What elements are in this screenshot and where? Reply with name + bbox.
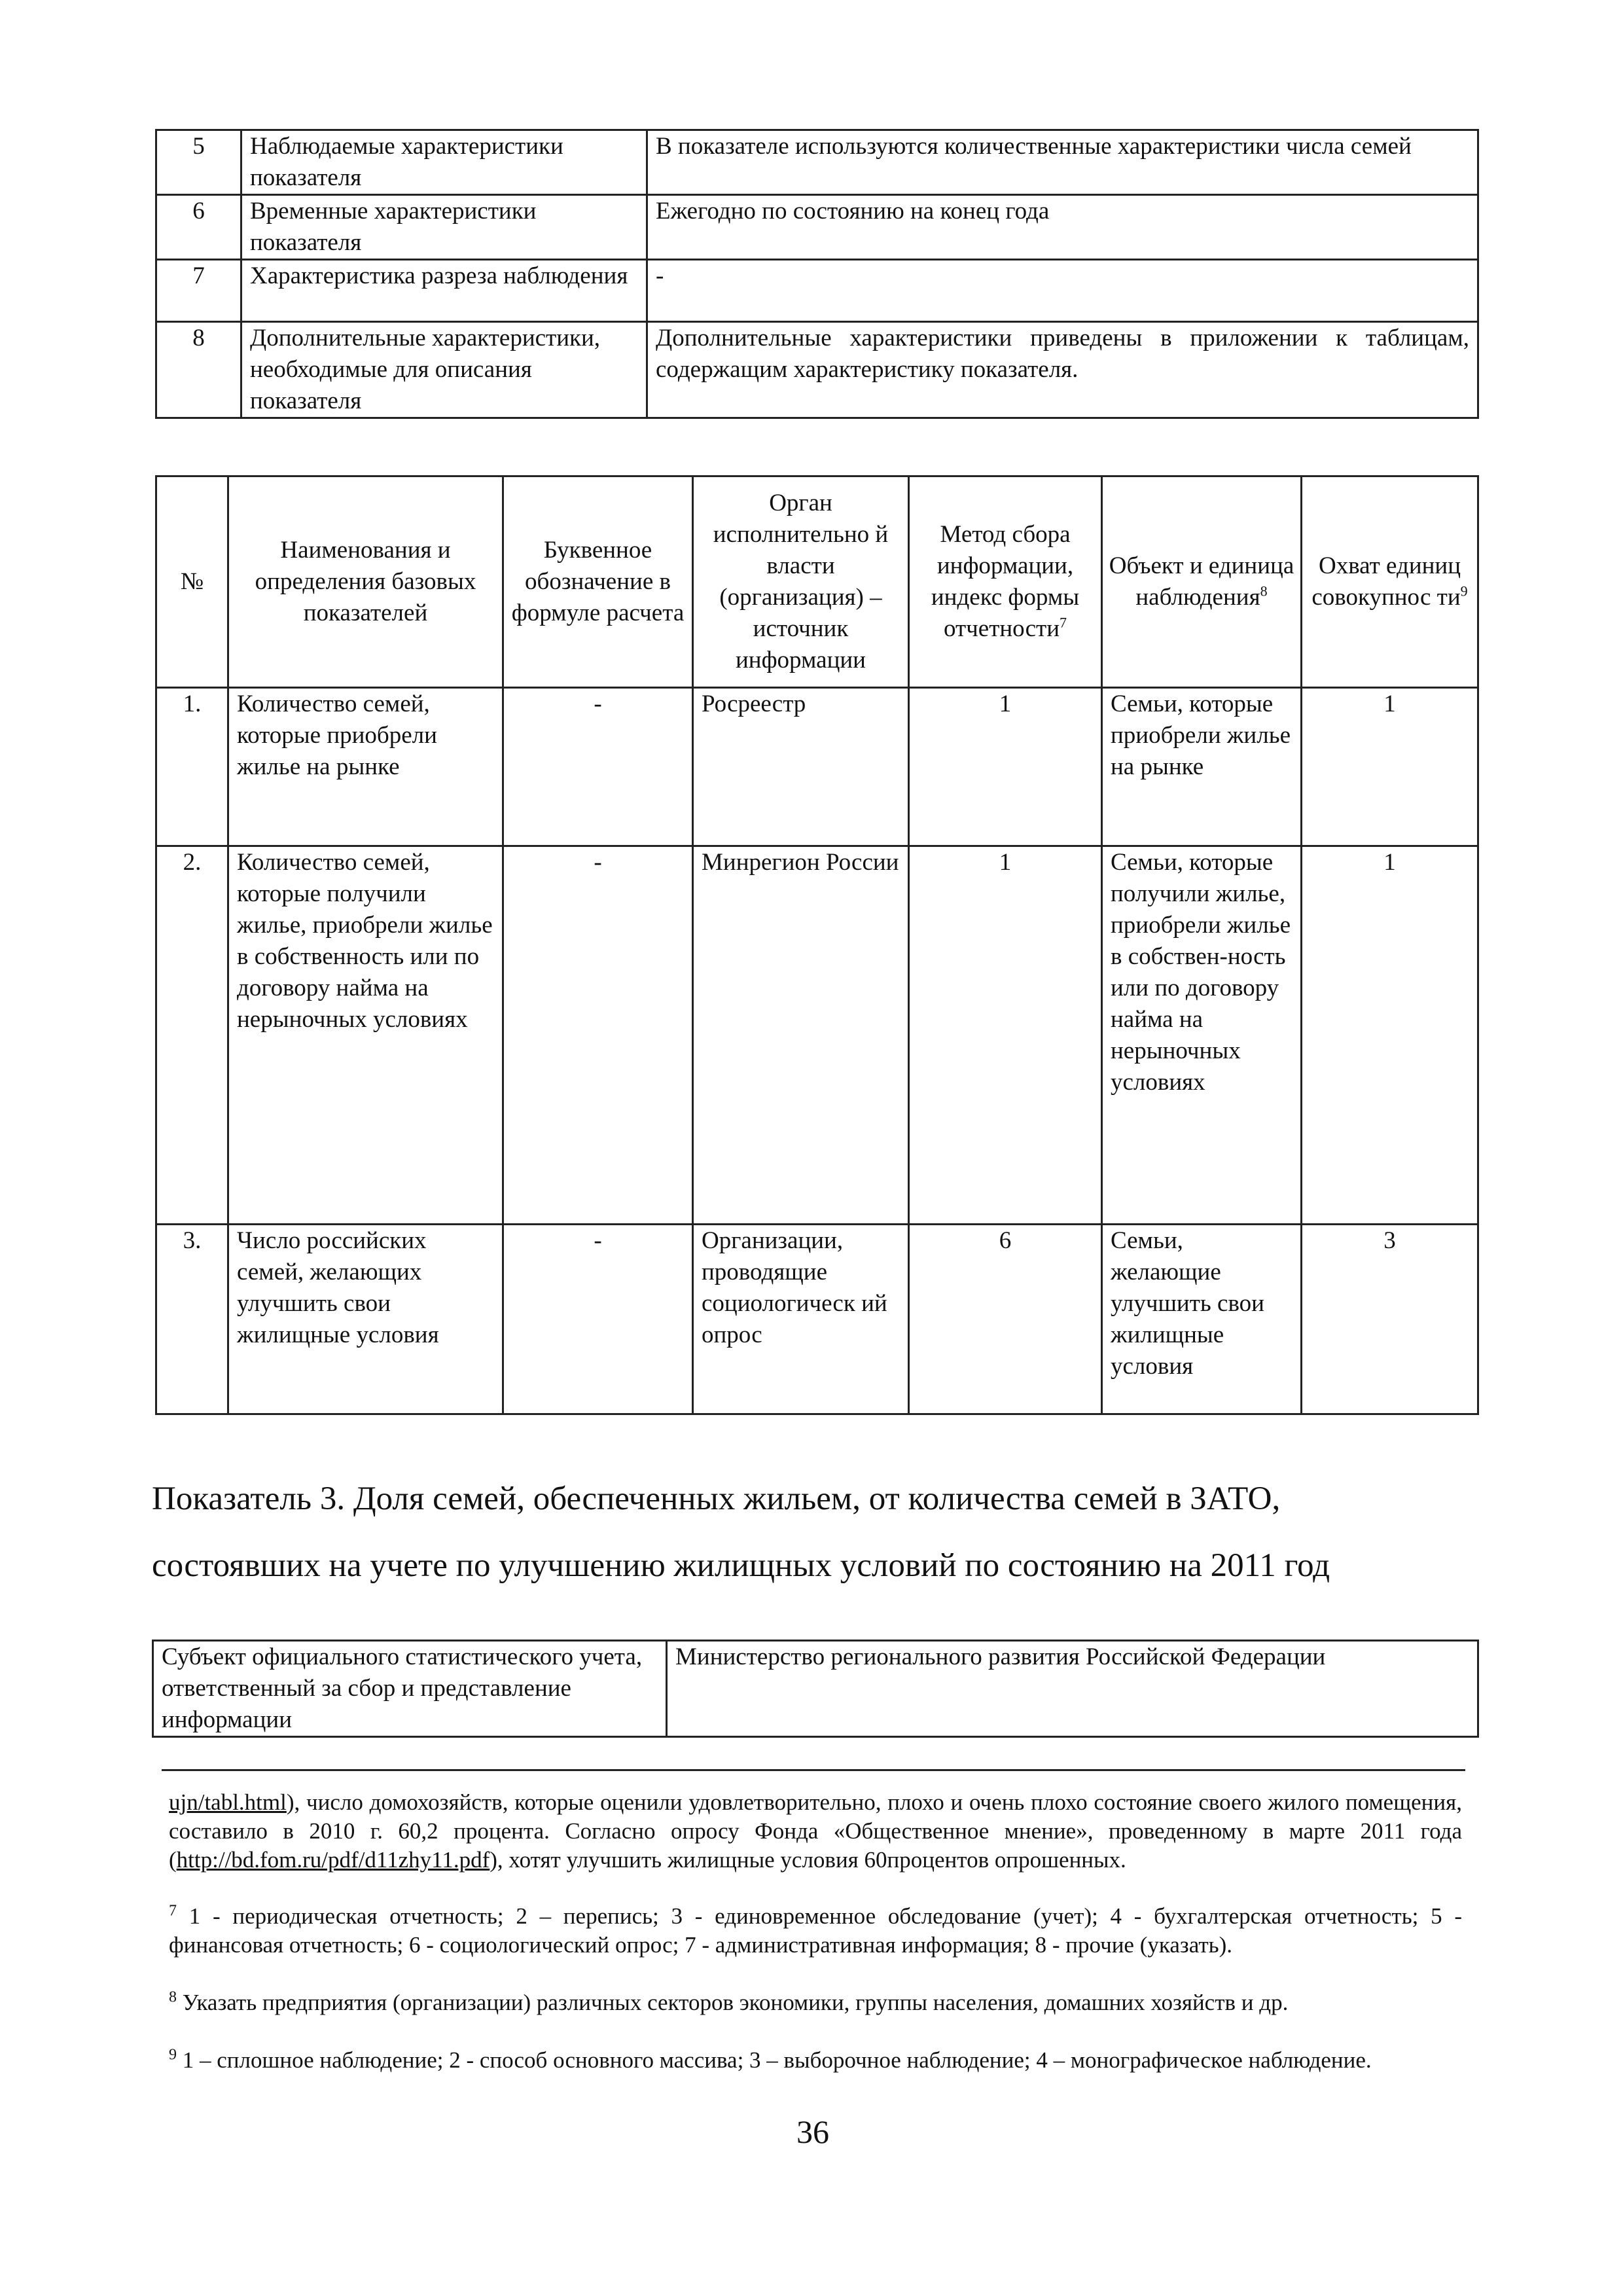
header-object-text: Объект и единица наблюдения bbox=[1109, 552, 1294, 611]
table-row bbox=[156, 322, 1478, 418]
footnote-text: ), хотят улучшить жилищные условия 60процентов опрошенных. bbox=[490, 1847, 1126, 1873]
row-label: Субъект официального статистического учета, ответственный за сбор и представление информации bbox=[153, 1641, 667, 1737]
row-method: 1 bbox=[909, 688, 1102, 846]
row-symbol: - bbox=[503, 688, 693, 846]
row-coverage: 1 bbox=[1302, 846, 1478, 1225]
row-method: 1 bbox=[909, 846, 1102, 1225]
table-row bbox=[156, 130, 1478, 195]
footnote-text: Указать предприятия (организации) различных секторов экономики, группы населения, домашних хозяйств и др. bbox=[177, 1990, 1289, 2015]
row-number: 2. bbox=[156, 846, 228, 1225]
row-number: 1. bbox=[156, 688, 228, 846]
row-label: Наблюдаемые характеристики показателя bbox=[241, 130, 647, 195]
table-row bbox=[156, 1225, 1478, 1414]
table-row bbox=[156, 688, 1478, 846]
header-number: № bbox=[156, 476, 228, 688]
page-number: 36 bbox=[796, 2113, 829, 2150]
statistical-subject-table bbox=[152, 1640, 1479, 1738]
table-row bbox=[156, 260, 1478, 322]
row-number: 5 bbox=[156, 130, 241, 195]
table-header-row bbox=[156, 476, 1478, 688]
footnote-8 bbox=[169, 1988, 1462, 2017]
row-value: Министерство регионального развития Российской Федерации bbox=[667, 1641, 1478, 1737]
header-coverage bbox=[1302, 476, 1478, 688]
row-source: Организации, проводящие социологическ ий опрос bbox=[693, 1225, 909, 1414]
footnote-link-fom[interactable]: http://bd.fom.ru/pdf/d11zhy11.pdf bbox=[176, 1847, 490, 1873]
footnote-ref-8: 8 bbox=[1260, 583, 1268, 600]
footnote-link-rosstat[interactable]: ujn/tabl.html bbox=[169, 1789, 287, 1815]
row-value: Дополнительные характеристики приведены в приложении к таблицам, содержащим характеристику показателя. bbox=[647, 322, 1478, 418]
row-name: Число российских семей, желающих улучшить свои жилищные условия bbox=[228, 1225, 503, 1414]
footnote-mark: 8 bbox=[169, 1988, 177, 2006]
row-label: Временные характеристики показателя bbox=[241, 195, 647, 260]
footnote-mark: 7 bbox=[169, 1902, 177, 1920]
row-object: Семьи, которые приобрели жилье на рынке bbox=[1102, 688, 1302, 846]
table-row bbox=[153, 1641, 1478, 1737]
row-value: В показателе используются количественные характеристики числа семей bbox=[647, 130, 1478, 195]
row-value: - bbox=[647, 260, 1478, 322]
row-value: Ежегодно по состоянию на конец года bbox=[647, 195, 1478, 260]
row-label: Дополнительные характеристики, необходимые для описания показателя bbox=[241, 322, 647, 418]
header-name: Наименования и определения базовых показателей bbox=[228, 476, 503, 688]
row-coverage: 1 bbox=[1302, 688, 1478, 846]
footnote-text: ), число домохозяйств, которые оценили удовлетворительно, плохо и очень плохо состояние своего жилого помещения, составило в 2010 г. 60,2 процента. Согласно опросу Фонда «Общественное мнение», проведенному в марте 2011 года ( bbox=[169, 1789, 1462, 1873]
row-number: 3. bbox=[156, 1225, 228, 1414]
row-source: Росреестр bbox=[693, 688, 909, 846]
section-heading-line2: состоявших на учете по улучшению жилищных условий по состоянию на 2011 год bbox=[152, 1547, 1330, 1584]
row-symbol: - bbox=[503, 1225, 693, 1414]
table-row bbox=[156, 195, 1478, 260]
header-object bbox=[1102, 476, 1302, 688]
footnote-ref-7: 7 bbox=[1060, 614, 1067, 631]
row-number: 6 bbox=[156, 195, 241, 260]
header-method bbox=[909, 476, 1102, 688]
row-number: 7 bbox=[156, 260, 241, 322]
header-coverage-text: Охват единиц совокупнос ти bbox=[1311, 552, 1461, 611]
footnote-text: 1 – сплошное наблюдение; 2 - способ основного массива; 3 – выборочное наблюдение; 4 – монографическое наблюдение. bbox=[177, 2047, 1372, 2073]
footnote-continuation bbox=[169, 1788, 1462, 1874]
footnote-separator bbox=[162, 1769, 1465, 1771]
header-symbol: Буквенное обозначение в формуле расчета bbox=[503, 476, 693, 688]
footnote-text: 1 - периодическая отчетность; 2 – перепись; 3 - единовременное обследование (учет); 4 - бухгалтерская отчетность; 5 - финансовая отчетность; 6 - социологический опрос; 7 - административная информация; 8 - прочие (указать). bbox=[169, 1903, 1462, 1958]
row-source: Минрегион России bbox=[693, 846, 909, 1225]
row-name: Количество семей, которые приобрели жилье на рынке bbox=[228, 688, 503, 846]
section-heading-line1: Показатель 3. Доля семей, обеспеченных жильем, от количества семей в ЗАТО, bbox=[152, 1480, 1281, 1517]
header-source: Орган исполнительно й власти (организация) – источник информации bbox=[693, 476, 909, 688]
table-row bbox=[156, 846, 1478, 1225]
footnote-9 bbox=[169, 2046, 1462, 2075]
row-number: 8 bbox=[156, 322, 241, 418]
row-object: Семьи, которые получили жилье, приобрели жилье в собствен-ность или по договору найма на нерыночных условиях bbox=[1102, 846, 1302, 1225]
row-name: Количество семей, которые получили жилье, приобрели жилье в собственность или по договору найма на нерыночных условиях bbox=[228, 846, 503, 1225]
base-indicators-table bbox=[155, 475, 1479, 1415]
footnote-mark: 9 bbox=[169, 2046, 177, 2064]
footnote-ref-9: 9 bbox=[1460, 583, 1468, 600]
row-coverage: 3 bbox=[1302, 1225, 1478, 1414]
indicator-characteristics-table bbox=[155, 129, 1479, 419]
row-object: Семьи, желающие улучшить свои жилищные условия bbox=[1102, 1225, 1302, 1414]
footnote-7 bbox=[169, 1902, 1462, 1960]
row-label: Характеристика разреза наблюдения bbox=[241, 260, 647, 322]
row-method: 6 bbox=[909, 1225, 1102, 1414]
row-symbol: - bbox=[503, 846, 693, 1225]
header-method-text: Метод сбора информации, индекс формы отчетности bbox=[931, 521, 1080, 642]
